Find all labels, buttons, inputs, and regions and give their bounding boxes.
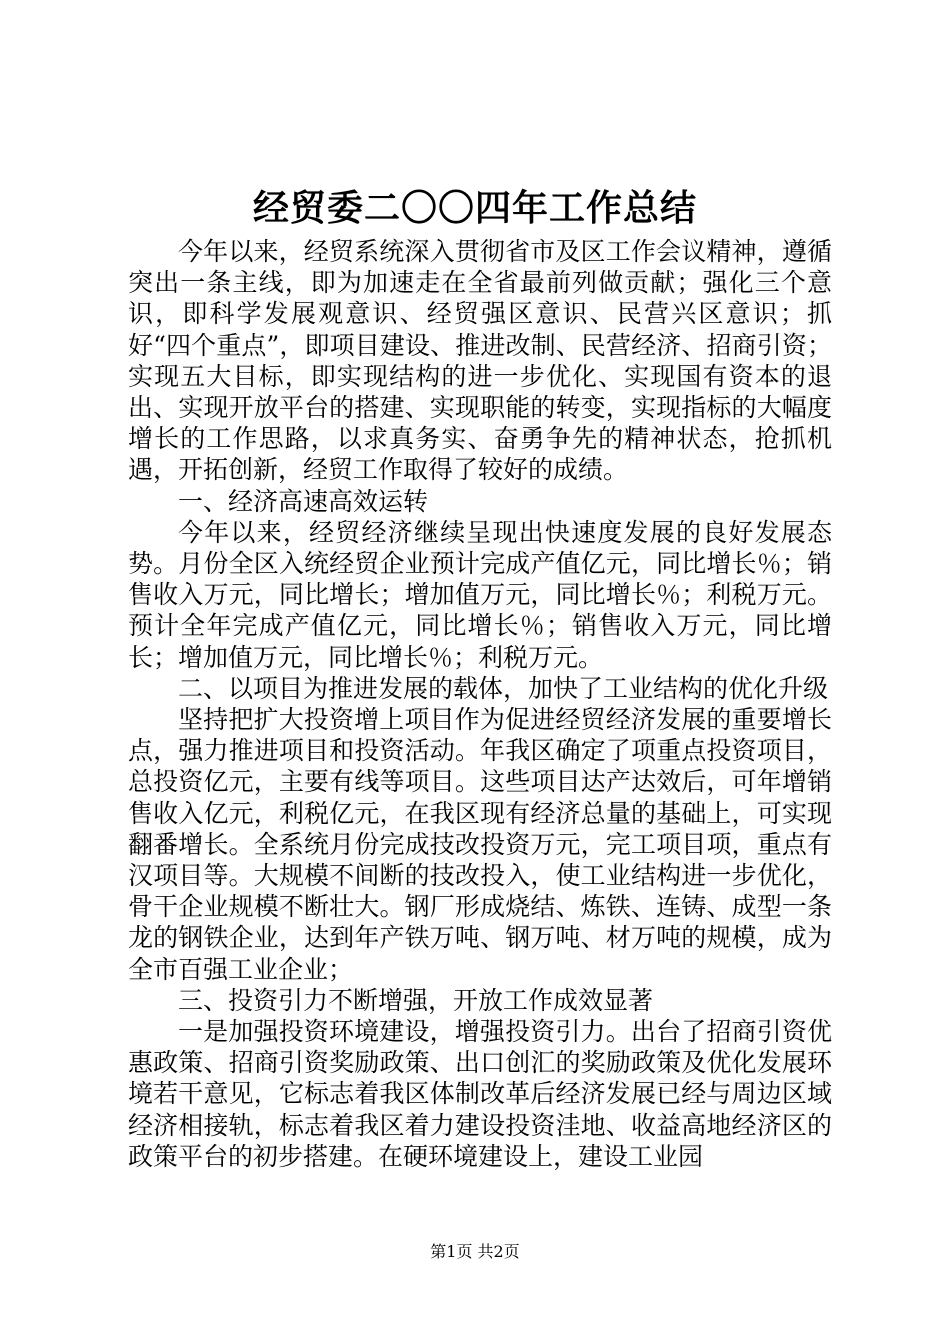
paragraph-intro: 今年以来，经贸系统深入贯彻省市及区工作会议精神，遵循突出一条主线，即为加速走在全省最前列做贡献；强化三个意识，即科学发展观意识、经贸强区意识、民营兴区意识；抓好“四个重点”，即项目建设、推进改制、民营经济、招商引资；实现五大目标，即实现结构的进一步优化、实现国有资本的退出、实现开放平台的搭建、实现职能的转变，实现指标的大幅度增长的工作思路，以求真务实、奋勇争先的精神状态，抢抓机遇，开拓创新，经贸工作取得了较好的成绩。	[128, 237, 832, 485]
document-body	[128, 236, 832, 1172]
section-heading-2: 二、以项目为推进发展的载体，加快了工业结构的优化升级	[178, 673, 829, 703]
section-heading-3: 三、投资引力不断增强，开放工作成效显著	[178, 985, 654, 1015]
section-heading-1: 一、经济高速高效运转	[178, 486, 429, 516]
paragraph-projects: 坚持把扩大投资增上项目作为促进经贸经济发展的重要增长点，强力推进项目和投资活动。年我区确定了项重点投资项目，总投资亿元，主要有线等项目。这些项目达产达效后，可年增销售收入亿元，利税亿元，在我区现有经济总量的基础上，可实现翻番增长。全系统月份完成技改投资万元，完工项目项，重点有汉项目等。大规模不间断的技改投入，使工业结构进一步优化，骨干企业规模不断壮大。钢厂形成烧结、炼铁、连铸、成型一条龙的钢铁企业，达到年产铁万吨、钢万吨、材万吨的规模，成为全市百强工业企业；	[128, 705, 832, 984]
paragraph-investment: 一是加强投资环境建设，增强投资引力。出台了招商引资优惠政策、招商引资奖励政策、出口创汇的奖励政策及优化发展环境若干意见，它标志着我区体制改革后经济发展已经与周边区域经济相接轨，标志着我区着力建设投资洼地、收益高地经济区的政策平台的初步搭建。在硬环境建设上，建设工业园	[128, 1017, 832, 1171]
paragraph-economy: 今年以来，经贸经济继续呈现出快速度发展的良好发展态势。月份全区入统经贸企业预计完成产值亿元，同比增长％；销售收入万元，同比增长；增加值万元，同比增长％；利税万元。预计全年完成产值亿元，同比增长％；销售收入万元，同比增长；增加值万元，同比增长％；利税万元。	[128, 517, 832, 672]
page-footer: 第1页 共2页	[430, 1242, 520, 1261]
page-title: 经贸委二〇〇四年工作总结	[252, 188, 697, 229]
